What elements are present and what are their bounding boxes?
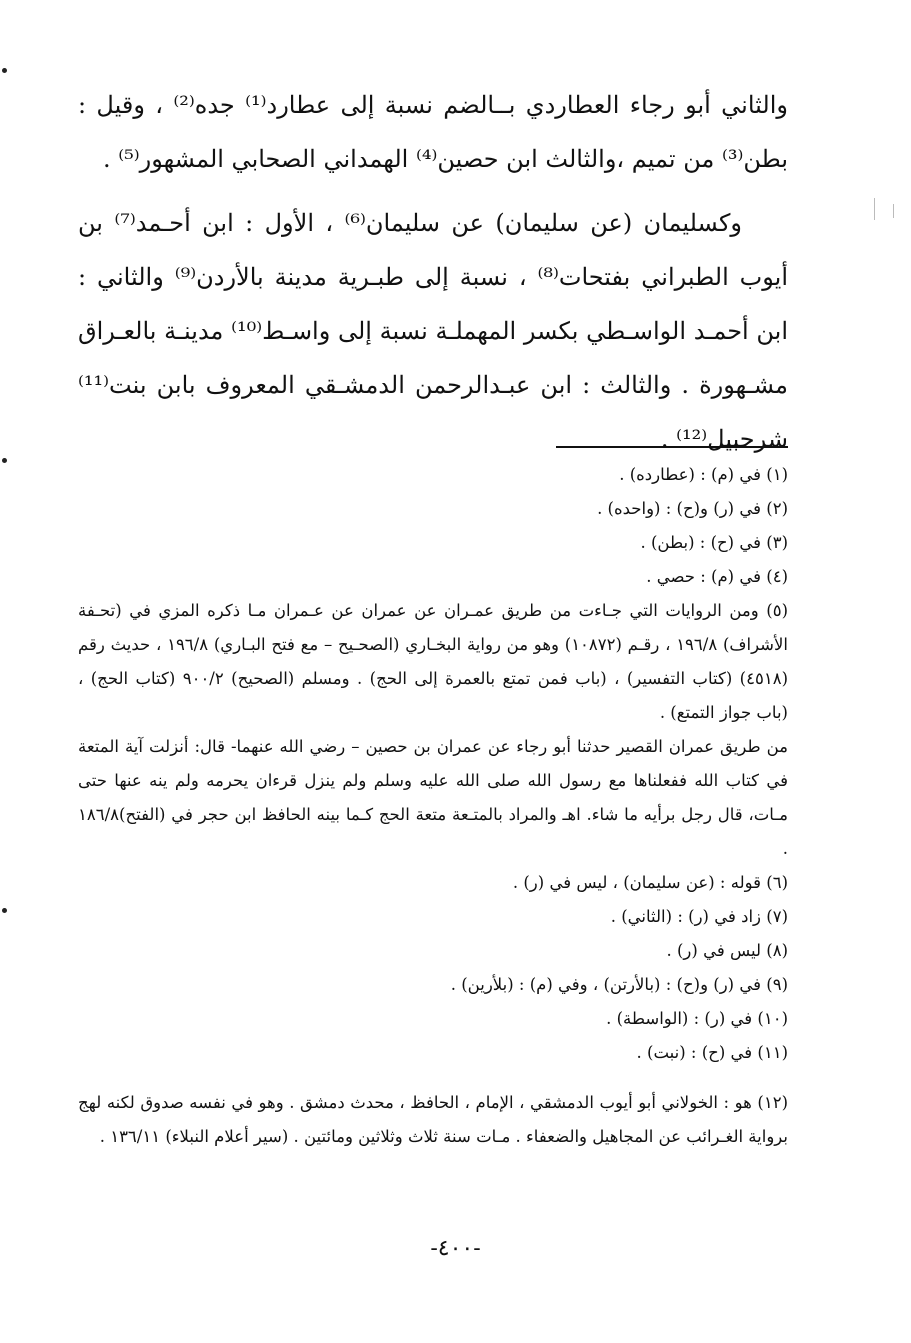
footnote-7: (٧) زاد في (ر) : (الثاني) . bbox=[610, 907, 788, 926]
margin-dot bbox=[2, 68, 7, 73]
main-text bbox=[78, 78, 788, 466]
margin-dot bbox=[2, 458, 7, 463]
footnote-11: (١١) في (ح) : (نبت) . bbox=[636, 1043, 788, 1062]
footnote-8: (٨) ليس في (ر) . bbox=[666, 941, 788, 960]
footnote-5-continuation: من طريق عمران القصير حدثنا أبو رجاء عن عمران بن حصين – رضي الله عنهما- قال: أنزلت آية المتعة في كتاب الله ففعلناها مع رسول الله صلى الله عليه وسلم ولم ينزل قرءان يحرمه ولم ينه عنها حتى مـات، قال رجل برأيه ما شاء. اهـ والمراد بالمتـعة متعة الحج كـما بينه الحافظ ابن حجر في (الفتح)١٨٦/٨ . bbox=[78, 737, 788, 858]
footnote-1: (١) في (م) : (عطارده) . bbox=[619, 465, 788, 484]
page-number: -٤٠٠- bbox=[430, 1236, 481, 1261]
binding-mark bbox=[874, 198, 875, 220]
footnote-4: (٤) في (م) : حصي . bbox=[646, 567, 788, 586]
footnote-9: (٩) في (ر) و(ح) : (بالأرتن) ، وفي (م) : (بلأرين) . bbox=[450, 975, 788, 994]
footnote-3: (٣) في (ح) : (بطن) . bbox=[640, 533, 788, 552]
main-paragraph-1: والثاني أبو رجاء العطاردي بــالضم نسبة إلى عطارد⁽¹⁾ جده⁽²⁾ ، وقيل : بطن⁽³⁾ من تميم ،والثالث ابن حصين⁽⁴⁾ الهمداني الصحابي المشهور⁽⁵⁾ . bbox=[78, 91, 788, 173]
footnote-10: (١٠) في (ر) : (الواسطة) . bbox=[606, 1009, 788, 1028]
footnote-2: (٢) في (ر) و(ح) : (واحده) . bbox=[597, 499, 788, 518]
binding-mark bbox=[893, 204, 894, 218]
margin-dot bbox=[2, 908, 7, 913]
footnote-divider bbox=[556, 446, 788, 448]
footnote-12: (١٢) هو : الخولاني أبو أيوب الدمشقي ، الإمام ، الحافظ ، محدث دمشق . وهو في نفسه صدوق لكنه لهج برواية الغـرائب عن المجاهيل والضعفاء . مـات سنة ثلاث وثلاثين ومائتين . (سير أعلام النبلاء) ١٣٦/١١ . bbox=[78, 1093, 788, 1146]
footnote-5: (٥) ومن الروايات التي جـاءت من طريق عمـران عن عمران عن عـمران مـا ذكره المزي في (تحـفة الأشراف) ١٩٦/٨ ، رقـم (١٠٨٧٢) وهو من رواية البخـاري (الصحـيح – مع فتح البـاري) ١٩٦/٨ ، حديث رقم (٤٥١٨) (كتاب التفسير) ، (باب فمن تمتع بالعمرة إلى الحج) . ومسلم (الصحيح) ٩٠٠/٢ (كتاب الحج) ، (باب جواز التمتع) . bbox=[78, 601, 789, 722]
main-paragraph-2: وكسليمان (عن سليمان) عن سليمان⁽⁶⁾ ، الأول : ابن أحـمد⁽⁷⁾ بن أيوب الطبراني بفتحات⁽⁸⁾ ، نسبة إلى طبـرية مدينة بالأردن⁽⁹⁾ والثاني : ابن أحمـد الواسـطي بكسر المهملـة نسبة إلى واسـط⁽¹⁰⁾ مدينـة بالعـراق مشـهورة . والثالث : ابن عبـدالرحمن الدمشـقي المعروف بابن بنت⁽¹¹⁾ شرحبيل⁽¹²⁾ . bbox=[78, 209, 789, 453]
footnote-6: (٦) قوله : (عن سليمان) ، ليس في (ر) . bbox=[512, 873, 788, 892]
footnotes bbox=[78, 458, 788, 1154]
